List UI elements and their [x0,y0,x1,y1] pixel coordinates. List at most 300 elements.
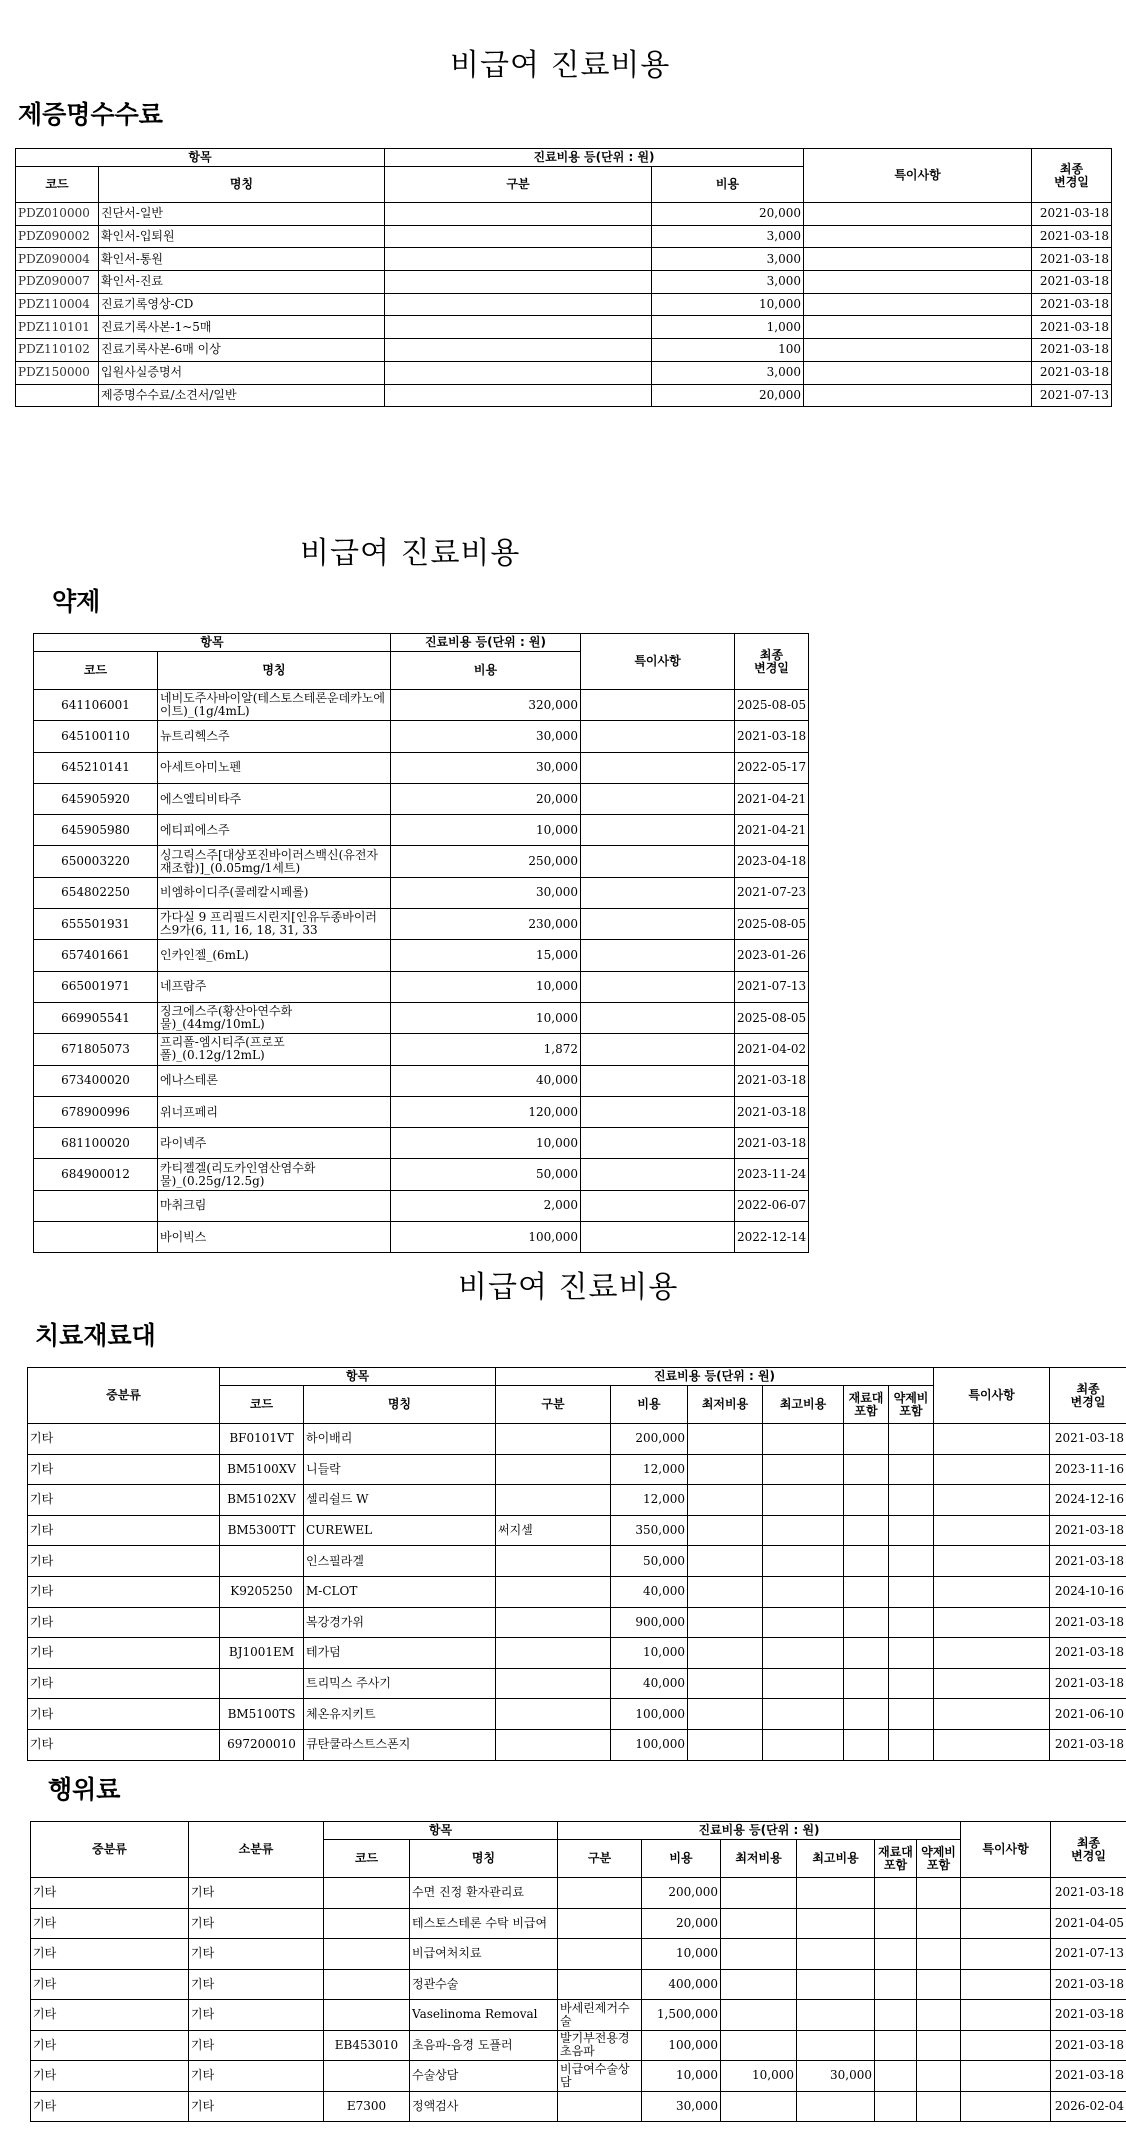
cell-material-incl [844,1576,889,1607]
cell-cost: 900,000 [611,1607,688,1638]
cell-code [220,1546,304,1577]
cell-code: PDZ010000 [16,203,99,226]
cell-date: 2023-11-16 [1050,1454,1126,1485]
cell-code: 665001971 [34,971,158,1002]
cell-category [385,293,652,316]
cell-name: 위너프페리 [158,1096,391,1127]
cell-note [804,225,1032,248]
cell-note [581,815,735,846]
cell-cost: 10,000 [391,1128,581,1159]
cell-note [934,1546,1050,1577]
cell-code: 650003220 [34,846,158,877]
cell-date: 2021-03-18 [1032,293,1112,316]
cell-material-incl [844,1485,889,1516]
cell-note [581,1065,735,1096]
header-item: 항목 [16,149,385,167]
cell-note [581,1128,735,1159]
cell-material-incl [875,2091,917,2122]
cell-date: 2021-03-18 [1051,2000,1126,2031]
cell-cost: 30,000 [642,2091,721,2122]
cell-code: PDZ110101 [16,316,99,339]
cell-min-cost [688,1546,763,1577]
cell-max-cost [763,1424,844,1455]
cell-mid-class: 기타 [31,2030,189,2061]
cell-code: BJ1001EM [220,1638,304,1669]
cell-mid-class: 기타 [31,2061,189,2092]
cell-cost: 40,000 [611,1668,688,1699]
cell-date: 2021-03-18 [1032,361,1112,384]
cell-material-incl [844,1515,889,1546]
cell-code [324,1878,410,1909]
cell-cost: 100,000 [642,2030,721,2061]
cell-date: 2021-07-13 [735,971,809,1002]
table-row [16,316,1112,339]
cell-sub-class: 기타 [189,1969,324,2000]
cell-max-cost [797,1908,875,1939]
cell-cost: 100,000 [611,1729,688,1760]
cell-category [558,2091,642,2122]
cell-category: 발기부전용경초음파 [558,2030,642,2061]
cell-max-cost [763,1668,844,1699]
cell-code: BM5100XV [220,1454,304,1485]
cell-date: 2021-03-18 [1050,1668,1126,1699]
cell-name: 확인서-입퇴원 [99,225,385,248]
cell-code [324,2000,410,2031]
cell-max-cost: 30,000 [797,2061,875,2092]
cell-category [385,248,652,271]
cell-max-cost [797,2000,875,2031]
cell-note [934,1515,1050,1546]
cell-cost: 10,000 [642,2061,721,2092]
cell-note [961,1908,1051,1939]
cell-category [558,1878,642,1909]
cell-min-cost [688,1668,763,1699]
table-row [34,1159,809,1190]
cell-max-cost [763,1607,844,1638]
cell-material-incl [875,1969,917,2000]
cell-drug-incl [917,2030,961,2061]
table-row [34,752,809,783]
table-row [31,2061,1126,2092]
cell-name: 뉴트리헥스주 [158,721,391,752]
table-row [28,1515,1126,1546]
cell-category [558,1969,642,2000]
cell-date: 2022-12-14 [735,1222,809,1253]
cell-material-incl [875,1878,917,1909]
table-row [28,1576,1126,1607]
header-max-cost: 최고비용 [797,1840,875,1878]
cell-max-cost [763,1515,844,1546]
cell-sub-class: 기타 [189,2061,324,2092]
act-fee-table [30,1821,1126,2122]
cell-note [804,361,1032,384]
cell-name: 초음파-음경 도플러 [410,2030,558,2061]
header-min-cost: 최저비용 [688,1386,763,1424]
header-name: 명칭 [304,1386,496,1424]
header-name: 명칭 [99,167,385,203]
cell-cost: 10,000 [611,1638,688,1669]
cell-cost: 230,000 [391,909,581,940]
cell-category: 써지셀 [496,1515,611,1546]
cell-name: 정관수술 [410,1969,558,2000]
cell-min-cost [721,1969,797,2000]
table-row [34,1222,809,1253]
cell-cost: 3,000 [652,225,804,248]
cell-material-incl [844,1424,889,1455]
cell-date: 2024-12-16 [1050,1485,1126,1516]
table-row [16,384,1112,407]
cell-category [496,1454,611,1485]
cell-sub-class: 기타 [189,2000,324,2031]
cell-name: 가다실 9 프리필드시린지[인유두종바이러스9가(6, 11, 16, 18, 31, 33 [158,909,391,940]
cell-code: 657401661 [34,940,158,971]
cell-material-incl [844,1699,889,1730]
cell-date: 2021-03-18 [1051,1969,1126,2000]
cell-note [804,271,1032,294]
table-row [31,2000,1126,2031]
cell-category [385,271,652,294]
cell-code: 645210141 [34,752,158,783]
cell-drug-incl [889,1576,934,1607]
header-name: 명칭 [410,1840,558,1878]
cell-min-cost [721,2091,797,2122]
cell-date: 2021-07-23 [735,877,809,908]
cell-name: 에스엘티비타주 [158,783,391,814]
cell-name: M-CLOT [304,1576,496,1607]
cell-date: 2021-03-18 [1050,1424,1126,1455]
cell-note [581,1002,735,1033]
cell-cost: 20,000 [642,1908,721,1939]
page-title-receipt: 비급여 진료비용 [450,48,671,83]
cell-cost: 3,000 [652,361,804,384]
cell-note [934,1729,1050,1760]
cell-category [385,384,652,407]
cell-date: 2021-03-18 [1032,339,1112,362]
table-row [31,1878,1126,1909]
cell-mid-class: 기타 [28,1699,220,1730]
cell-code: 645905980 [34,815,158,846]
cell-note [934,1607,1050,1638]
cell-category [496,1668,611,1699]
header-cost: 비용 [652,167,804,203]
table-row [16,271,1112,294]
header-mid-class: 중분류 [28,1368,220,1424]
cell-drug-incl [889,1424,934,1455]
cell-code: 655501931 [34,909,158,940]
cell-mid-class: 기타 [31,2091,189,2122]
table-row [34,1002,809,1033]
cell-cost: 30,000 [391,721,581,752]
cell-date: 2025-08-05 [735,1002,809,1033]
cell-sub-class: 기타 [189,1908,324,1939]
cell-min-cost [721,2030,797,2061]
cell-note [581,971,735,1002]
cell-date: 2021-03-18 [735,721,809,752]
cell-code [34,1222,158,1253]
header-item: 항목 [324,1822,558,1840]
cell-date: 2023-11-24 [735,1159,809,1190]
cell-mid-class: 기타 [31,1939,189,1970]
table-row [34,1065,809,1096]
cell-code: 654802250 [34,877,158,908]
cell-code: 684900012 [34,1159,158,1190]
cell-min-cost [688,1607,763,1638]
cell-drug-incl [889,1638,934,1669]
cell-drug-incl [917,2061,961,2092]
cell-category [385,225,652,248]
cell-name: 셀리쉴드 W [304,1485,496,1516]
cell-max-cost [797,2091,875,2122]
header-code: 코드 [16,167,99,203]
cell-note [804,316,1032,339]
cell-name: 제증명수수료/소견서/일반 [99,384,385,407]
cell-sub-class: 기타 [189,2091,324,2122]
header-drug-incl: 약제비 포함 [917,1840,961,1878]
cell-material-incl [875,2000,917,2031]
cell-note [581,940,735,971]
cell-max-cost [797,1939,875,1970]
cell-note [961,1878,1051,1909]
cell-cost: 3,000 [652,248,804,271]
cell-category [496,1576,611,1607]
section-subtitle-act: 행위료 [48,1775,121,1804]
table-row [28,1485,1126,1516]
cell-code: 697200010 [220,1729,304,1760]
header-max-cost: 최고비용 [763,1386,844,1424]
cell-name: 트리믹스 주사기 [304,1668,496,1699]
cell-mid-class: 기타 [28,1485,220,1516]
cell-name: 에나스테론 [158,1065,391,1096]
cell-date: 2021-03-18 [1050,1607,1126,1638]
cell-sub-class: 기타 [189,1878,324,1909]
header-material-incl: 재료대 포함 [844,1386,889,1424]
cell-material-incl [844,1638,889,1669]
header-code: 코드 [34,652,158,690]
cell-name: 확인서-진료 [99,271,385,294]
cell-drug-incl [917,1969,961,2000]
table-row [34,1034,809,1065]
table-row [34,690,809,721]
cell-code: BM5100TS [220,1699,304,1730]
cell-cost: 50,000 [391,1159,581,1190]
cell-name: 입원사실증명서 [99,361,385,384]
header-material-incl: 재료대 포함 [875,1840,917,1878]
table-row [28,1729,1126,1760]
table-row [28,1454,1126,1485]
cell-code: 681100020 [34,1128,158,1159]
cell-name: 징크에스주(황산아연수화물)_(44mg/10mL) [158,1002,391,1033]
header-cost-group: 진료비용 등(단위 : 원) [385,149,804,167]
cell-date: 2021-04-05 [1051,1908,1126,1939]
cell-note [804,384,1032,407]
cell-category [558,1908,642,1939]
cell-note [804,293,1032,316]
cell-note [804,248,1032,271]
table-row [31,2091,1126,2122]
table-row [31,2030,1126,2061]
header-last-changed: 최종 변경일 [1051,1822,1126,1878]
page-title-drug: 비급여 진료비용 [300,536,521,571]
cell-note [581,752,735,783]
table-row [16,339,1112,362]
cell-note [934,1454,1050,1485]
header-category: 구분 [496,1386,611,1424]
cell-date: 2021-04-21 [735,783,809,814]
cell-max-cost [763,1546,844,1577]
cell-code: 645100110 [34,721,158,752]
cell-min-cost: 10,000 [721,2061,797,2092]
cell-code: 669905541 [34,1002,158,1033]
cell-min-cost [721,1939,797,1970]
header-last-changed: 최종 변경일 [1032,149,1112,203]
cell-date: 2021-03-18 [1032,203,1112,226]
table-row [28,1668,1126,1699]
cell-category [496,1424,611,1455]
cell-drug-incl [889,1485,934,1516]
cell-date: 2021-03-18 [1051,1878,1126,1909]
cell-date: 2021-03-18 [1050,1515,1126,1546]
cell-code: PDZ150000 [16,361,99,384]
table-row [31,1908,1126,1939]
header-note: 특이사항 [804,149,1032,203]
cell-category [496,1546,611,1577]
cell-material-incl [844,1668,889,1699]
cell-name: 라이넥주 [158,1128,391,1159]
cell-name: 프리폴-엠시티주(프로포폴)_(0.12g/12mL) [158,1034,391,1065]
cell-cost: 200,000 [611,1424,688,1455]
cell-name: 큐탄쿨라스트스폰지 [304,1729,496,1760]
header-note: 특이사항 [581,634,735,690]
cell-material-incl [875,1908,917,1939]
header-mid-class: 중분류 [31,1822,189,1878]
cell-name: 진료기록사본-6매 이상 [99,339,385,362]
table-row [34,877,809,908]
cell-cost: 100,000 [391,1222,581,1253]
cell-note [581,1034,735,1065]
cell-mid-class: 기타 [28,1638,220,1669]
section-subtitle-drug: 약제 [52,587,101,616]
cell-cost: 10,000 [391,815,581,846]
cell-max-cost [763,1576,844,1607]
cell-code: BF0101VT [220,1424,304,1455]
cell-note [581,690,735,721]
cell-cost: 50,000 [611,1546,688,1577]
cell-date: 2021-07-13 [1051,1939,1126,1970]
cell-material-incl [844,1729,889,1760]
cell-category: 바세린제거수술 [558,2000,642,2031]
cell-drug-incl [917,2000,961,2031]
cell-cost: 10,000 [642,1939,721,1970]
cell-max-cost [763,1699,844,1730]
cell-note [934,1638,1050,1669]
cell-code: PDZ110102 [16,339,99,362]
cell-date: 2023-04-18 [735,846,809,877]
cell-min-cost [721,1908,797,1939]
cell-category [558,1939,642,1970]
cell-code: K9205250 [220,1576,304,1607]
cell-cost: 2,000 [391,1190,581,1221]
cell-material-incl [844,1454,889,1485]
cell-sub-class: 기타 [189,1939,324,1970]
page-title-material: 비급여 진료비용 [458,1270,679,1305]
cell-cost: 20,000 [652,203,804,226]
cell-cost: 30,000 [391,877,581,908]
cell-code: 673400020 [34,1065,158,1096]
cell-min-cost [688,1515,763,1546]
table-row [34,1096,809,1127]
cell-code [220,1668,304,1699]
header-cost: 비용 [642,1840,721,1878]
cell-category [496,1638,611,1669]
cell-mid-class: 기타 [28,1424,220,1455]
header-cost: 비용 [391,652,581,690]
cell-code [324,2061,410,2092]
cell-max-cost [797,2030,875,2061]
cell-note [804,203,1032,226]
table-row [34,971,809,1002]
cell-drug-incl [917,1908,961,1939]
cell-code: E7300 [324,2091,410,2122]
cell-cost: 30,000 [391,752,581,783]
cell-cost: 20,000 [391,783,581,814]
table-row [34,909,809,940]
cell-material-incl [875,2030,917,2061]
table-row [34,1128,809,1159]
cell-mid-class: 기타 [28,1668,220,1699]
table-row [28,1424,1126,1455]
header-last-changed: 최종 변경일 [1050,1368,1126,1424]
cell-note [961,2061,1051,2092]
header-category: 구분 [385,167,652,203]
cell-drug-incl [889,1668,934,1699]
header-item: 항목 [34,634,391,652]
cell-note [934,1424,1050,1455]
cell-date: 2021-03-18 [1032,316,1112,339]
cell-note [934,1668,1050,1699]
table-row [28,1546,1126,1577]
cell-note [581,877,735,908]
cell-date: 2022-06-07 [735,1190,809,1221]
cell-note [934,1699,1050,1730]
cell-drug-incl [889,1699,934,1730]
cell-cost: 10,000 [391,971,581,1002]
cell-category: 비급여수술상담 [558,2061,642,2092]
cell-name: 수면 진정 환자관리료 [410,1878,558,1909]
header-code: 코드 [324,1840,410,1878]
cell-material-incl [875,1939,917,1970]
cell-drug-incl [889,1729,934,1760]
cell-code: PDZ110004 [16,293,99,316]
cell-drug-incl [889,1607,934,1638]
cell-date: 2025-08-05 [735,690,809,721]
cell-cost: 200,000 [642,1878,721,1909]
table-row [31,1969,1126,2000]
cell-note [804,339,1032,362]
header-min-cost: 최저비용 [721,1840,797,1878]
cell-min-cost [688,1638,763,1669]
cell-note [581,1190,735,1221]
cell-cost: 40,000 [391,1065,581,1096]
cell-name: Vaselinoma Removal [410,2000,558,2031]
header-name: 명칭 [158,652,391,690]
cell-date: 2021-06-10 [1050,1699,1126,1730]
cell-min-cost [688,1699,763,1730]
cell-code: BM5102XV [220,1485,304,1516]
cell-note [581,721,735,752]
cell-cost: 1,500,000 [642,2000,721,2031]
cell-max-cost [797,1969,875,2000]
cell-cost: 350,000 [611,1515,688,1546]
